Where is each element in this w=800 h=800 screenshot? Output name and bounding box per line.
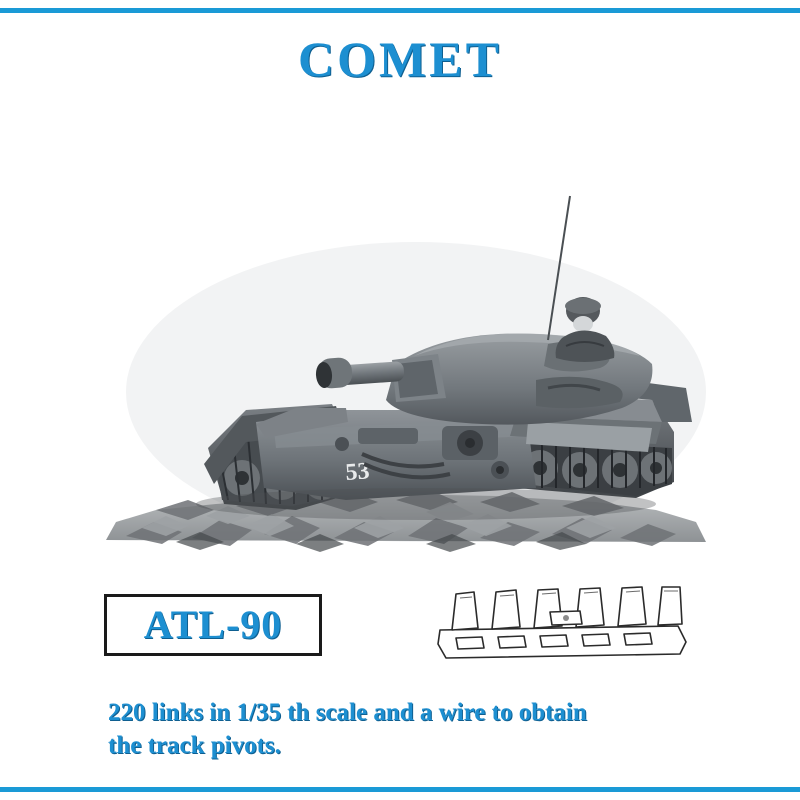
tank-photograph [96, 92, 716, 552]
bottom-rule-divider [0, 787, 800, 792]
svg-text:53: 53 [344, 458, 371, 486]
part-number-box [104, 594, 322, 656]
track-link-drawing [430, 568, 695, 668]
part-number-label: ATL-90 [143, 602, 283, 647]
top-rule-divider [0, 8, 800, 13]
description-line-2: the track pivots. [108, 732, 281, 759]
hull-number [345, 458, 371, 486]
page-title: COMET [298, 31, 502, 87]
description-line-1: 220 links in 1/35 th scale and a wire to obtain [108, 699, 587, 726]
product-description [108, 696, 708, 762]
